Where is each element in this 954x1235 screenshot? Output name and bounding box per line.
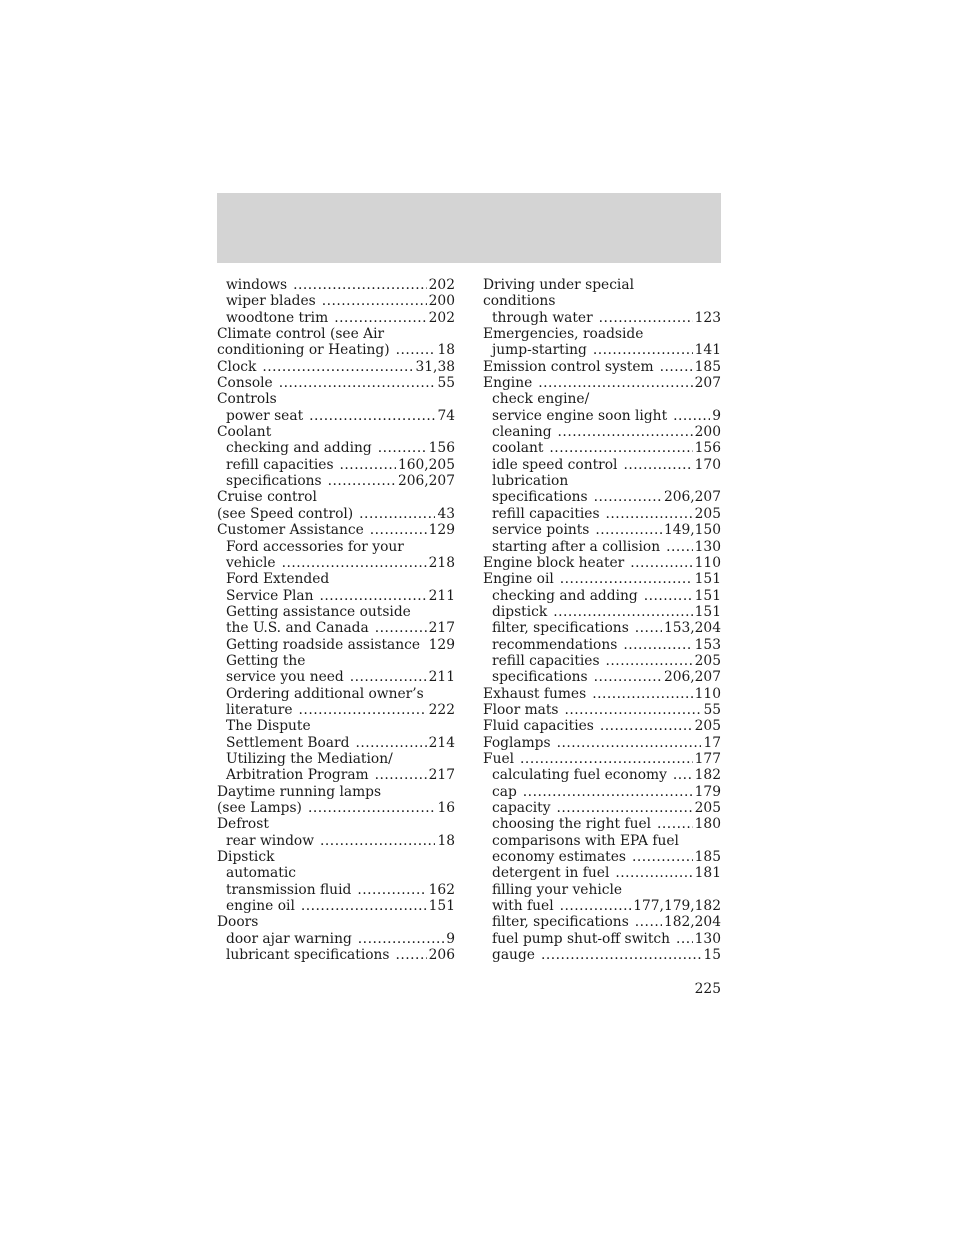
index-entry bbox=[483, 539, 721, 555]
index-entry bbox=[483, 947, 721, 963]
index-entry-page: 162 bbox=[428, 881, 455, 898]
index-entry-text: vehicle bbox=[226, 554, 276, 571]
index-entry-page: 181 bbox=[694, 865, 721, 882]
index-entry-page: 217 bbox=[428, 767, 455, 784]
dot-leader bbox=[632, 849, 693, 865]
dot-leader bbox=[328, 473, 396, 489]
dot-leader bbox=[623, 637, 692, 653]
index-entry bbox=[217, 686, 455, 702]
index-entry bbox=[483, 914, 721, 930]
index-entry bbox=[217, 718, 455, 734]
index-entry bbox=[483, 865, 721, 881]
index-entry bbox=[217, 310, 455, 326]
index-entry bbox=[483, 898, 721, 914]
index-entry bbox=[217, 522, 455, 538]
index-entry-page: 218 bbox=[428, 554, 455, 571]
index-entry-text: starting after a collision bbox=[492, 538, 661, 555]
index-entry bbox=[483, 506, 721, 522]
index-entry bbox=[483, 310, 721, 326]
index-entry-text: Floor mats bbox=[483, 701, 559, 718]
index-entry-page: 206 bbox=[428, 947, 455, 964]
index-entry-text: Ford Extended bbox=[226, 571, 330, 588]
index-entry bbox=[217, 637, 455, 653]
index-entry bbox=[483, 653, 721, 669]
index-entry-text: Driving under special bbox=[483, 277, 634, 293]
index-entry bbox=[483, 637, 721, 653]
dot-leader bbox=[553, 604, 692, 620]
dot-leader bbox=[308, 800, 435, 816]
index-entry bbox=[483, 833, 721, 849]
dot-leader bbox=[592, 686, 692, 702]
index-entry bbox=[217, 816, 455, 832]
index-entry-page: 9 bbox=[446, 930, 455, 947]
index-entry-text: conditions bbox=[483, 293, 556, 310]
index-entry-text: service you need bbox=[226, 669, 344, 686]
index-entry-text: The Dispute bbox=[226, 718, 311, 735]
index-entry-text: cleaning bbox=[492, 424, 552, 441]
index-entry-text: Defrost bbox=[217, 816, 269, 833]
index-entry bbox=[217, 326, 455, 342]
index-entry-page: 200 bbox=[428, 293, 455, 310]
dot-leader bbox=[375, 620, 427, 636]
index-entry-text: through water bbox=[492, 309, 593, 326]
index-entry bbox=[483, 882, 721, 898]
index-entry-text: specifications bbox=[226, 473, 322, 490]
index-entry-text: literature bbox=[226, 701, 293, 718]
index-entry bbox=[217, 342, 455, 358]
index-entry-text: Customer Assistance bbox=[217, 522, 364, 539]
index-entry bbox=[217, 440, 455, 456]
index-entry-text: refill capacities bbox=[492, 652, 600, 669]
index-entry-page: 214 bbox=[428, 734, 455, 751]
index-entry-text: Getting assistance outside bbox=[226, 603, 411, 620]
dot-leader bbox=[355, 735, 426, 751]
index-entry bbox=[483, 767, 721, 783]
index-entry-text: lubricant specifications bbox=[226, 947, 390, 964]
index-entry-text: filter, specifications bbox=[492, 914, 629, 931]
index-entry-text: Foglamps bbox=[483, 734, 551, 751]
index-entry bbox=[217, 293, 455, 309]
dot-leader bbox=[635, 914, 662, 930]
index-entry-page: 123 bbox=[694, 309, 721, 326]
index-entry bbox=[217, 784, 455, 800]
index-entry-text: calculating fuel economy bbox=[492, 767, 667, 784]
index-entry bbox=[217, 849, 455, 865]
index-entry-page: 156 bbox=[694, 440, 721, 457]
dot-leader bbox=[320, 833, 435, 849]
index-entry-text: (see Lamps) bbox=[217, 800, 302, 816]
index-entry bbox=[483, 702, 721, 718]
index-entry bbox=[483, 735, 721, 751]
index-entry-page: 205 bbox=[694, 718, 721, 735]
index-entry-text: economy estimates bbox=[492, 849, 626, 866]
dot-leader bbox=[549, 440, 692, 456]
dot-leader bbox=[630, 555, 692, 571]
index-column-left bbox=[217, 277, 455, 963]
dot-leader bbox=[375, 767, 427, 783]
index-entry bbox=[483, 277, 721, 293]
index-entry bbox=[483, 408, 721, 424]
index-entry-text: Service Plan bbox=[226, 587, 314, 604]
index-entry bbox=[217, 914, 455, 930]
dot-leader bbox=[660, 359, 693, 375]
index-entry-page: 211 bbox=[428, 669, 455, 686]
index-entry bbox=[217, 489, 455, 505]
dot-leader bbox=[396, 947, 427, 963]
index-entry-text: Engine block heater bbox=[483, 554, 625, 571]
index-entry-text: Exhaust fumes bbox=[483, 685, 587, 702]
index-entry-text: service engine soon light bbox=[492, 407, 668, 424]
index-entry-page: 205 bbox=[694, 800, 721, 816]
index-entry bbox=[217, 898, 455, 914]
index-entry-text: power seat bbox=[226, 407, 304, 424]
index-entry-page: 15 bbox=[703, 947, 721, 964]
index-entry-text: door ajar warning bbox=[226, 930, 352, 947]
index-entry bbox=[483, 522, 721, 538]
dot-leader bbox=[301, 898, 427, 914]
dot-leader bbox=[262, 359, 413, 375]
index-entry-text: with fuel bbox=[492, 898, 554, 915]
index-entry-page: 206,207 bbox=[663, 489, 721, 506]
dot-leader bbox=[600, 718, 693, 734]
index-entry bbox=[483, 784, 721, 800]
index-entry-page: 185 bbox=[694, 358, 721, 375]
index-entry-page: 205 bbox=[694, 652, 721, 669]
index-entry-page: 211 bbox=[428, 587, 455, 604]
index-entry-page: 55 bbox=[437, 375, 455, 392]
index-entry bbox=[217, 375, 455, 391]
index-entry bbox=[483, 391, 721, 407]
index-entry-page: 207 bbox=[694, 375, 721, 392]
index-entry-text: conditioning or Heating) bbox=[217, 342, 390, 359]
index-entry-page: 129 bbox=[428, 522, 455, 539]
index-entry bbox=[483, 571, 721, 587]
index-entry-text: idle speed control bbox=[492, 456, 618, 473]
index-entry-page: 180 bbox=[694, 816, 721, 833]
dot-leader bbox=[606, 506, 693, 522]
dot-leader bbox=[520, 751, 693, 767]
index-entry bbox=[217, 947, 455, 963]
index-entry-text: filling your vehicle bbox=[492, 881, 623, 898]
index-entry bbox=[217, 424, 455, 440]
index-entry-text: Emergencies, roadside bbox=[483, 326, 644, 343]
dot-leader bbox=[644, 588, 693, 604]
dot-leader bbox=[426, 637, 427, 653]
index-entry-text: rear window bbox=[226, 832, 315, 849]
index-entry bbox=[217, 277, 455, 293]
index-entry-page: 185 bbox=[694, 849, 721, 866]
index-entry bbox=[483, 669, 721, 685]
dot-leader bbox=[657, 816, 693, 832]
index-entry-text: Getting roadside assistance bbox=[226, 636, 421, 653]
index-entry bbox=[217, 735, 455, 751]
index-entry bbox=[217, 473, 455, 489]
index-entry bbox=[483, 440, 721, 456]
index-entry-page: 16 bbox=[437, 800, 455, 816]
index-entry bbox=[217, 604, 455, 620]
index-entry-text: service points bbox=[492, 522, 590, 539]
index-entry-text: Cruise control bbox=[217, 489, 317, 506]
index-entry bbox=[217, 391, 455, 407]
index-entry bbox=[217, 408, 455, 424]
index-entry-text: Settlement Board bbox=[226, 734, 350, 751]
dot-leader bbox=[299, 702, 427, 718]
dot-leader bbox=[358, 931, 444, 947]
page-number: 225 bbox=[694, 981, 721, 997]
dot-leader bbox=[676, 931, 693, 947]
dot-leader bbox=[565, 702, 702, 718]
index-entry-page: 151 bbox=[694, 603, 721, 620]
dot-leader bbox=[293, 277, 427, 293]
index-entry-page: 31,38 bbox=[415, 358, 455, 375]
index-entry bbox=[483, 800, 721, 816]
index-entry-page: 18 bbox=[437, 342, 455, 359]
dot-leader bbox=[594, 489, 662, 505]
index-entry-text: coolant bbox=[492, 440, 544, 457]
index-entry bbox=[217, 588, 455, 604]
index-entry-text: comparisons with EPA fuel bbox=[492, 832, 679, 849]
dot-leader bbox=[357, 882, 426, 898]
index-entry-page: 149,150 bbox=[663, 522, 721, 539]
index-entry-page: 110 bbox=[694, 685, 721, 702]
index-entry bbox=[217, 702, 455, 718]
dot-leader bbox=[370, 522, 427, 538]
index-entry-page: 110 bbox=[694, 554, 721, 571]
index-entry-text: Dipstick bbox=[217, 849, 275, 866]
dot-leader bbox=[334, 310, 426, 326]
index-entry-page: 202 bbox=[428, 309, 455, 326]
dot-leader bbox=[279, 375, 436, 391]
index-entry bbox=[217, 571, 455, 587]
index-entry bbox=[483, 375, 721, 391]
index-entry-page: 18 bbox=[437, 832, 455, 849]
dot-leader bbox=[340, 457, 396, 473]
index-entry-text: automatic bbox=[226, 865, 296, 882]
index-entry bbox=[217, 653, 455, 669]
index-entry-text: Engine bbox=[483, 375, 533, 392]
index-entry-text: Console bbox=[217, 375, 273, 392]
index-entry bbox=[217, 555, 455, 571]
index-entry-page: 9 bbox=[712, 407, 721, 424]
index-entry bbox=[483, 718, 721, 734]
index-entry-page: 43 bbox=[437, 505, 455, 522]
index-entry bbox=[483, 588, 721, 604]
index-entry-text: lubrication bbox=[492, 473, 569, 490]
dot-leader bbox=[322, 293, 427, 309]
index-entry-text: engine oil bbox=[226, 898, 295, 915]
index-entry bbox=[217, 800, 455, 816]
index-entry-page: 177,179,182 bbox=[633, 898, 721, 915]
index-entry-page: 74 bbox=[437, 407, 455, 424]
dot-leader bbox=[320, 588, 427, 604]
index-entry bbox=[483, 293, 721, 309]
index-entry-page: 206,207 bbox=[397, 473, 455, 490]
index-entry bbox=[217, 931, 455, 947]
index-entry-page: 151 bbox=[694, 571, 721, 588]
index-entry-text: Doors bbox=[217, 914, 259, 931]
dot-leader bbox=[359, 506, 435, 522]
index-entry-text: Ordering additional owner’s bbox=[226, 685, 424, 702]
index-entry-text: recommendations bbox=[492, 636, 618, 653]
index-entry-page: 17 bbox=[703, 734, 721, 751]
index-entry bbox=[483, 326, 721, 342]
dot-leader bbox=[538, 375, 692, 391]
index-entry-text: transmission fluid bbox=[226, 881, 352, 898]
index-entry-text: Ford accessories for your bbox=[226, 538, 404, 555]
index-entry-page: 170 bbox=[694, 456, 721, 473]
index-entry bbox=[217, 751, 455, 767]
index-entry bbox=[483, 489, 721, 505]
index-entry-page: 129 bbox=[428, 636, 455, 653]
index-entry-text: refill capacities bbox=[492, 505, 600, 522]
index-entry-text: woodtone trim bbox=[226, 309, 329, 326]
index-entry-text: Engine oil bbox=[483, 571, 554, 588]
dot-leader bbox=[557, 800, 693, 816]
dot-leader bbox=[593, 342, 693, 358]
index-entry-page: 156 bbox=[428, 440, 455, 457]
index-entry-text: Clock bbox=[217, 358, 257, 375]
index-entry bbox=[483, 473, 721, 489]
index-entry-text: Fluid capacities bbox=[483, 718, 594, 735]
dot-leader bbox=[623, 457, 692, 473]
index-entry-text: Controls bbox=[217, 391, 277, 408]
index-entry-page: 206,207 bbox=[663, 669, 721, 686]
index-entry-text: filter, specifications bbox=[492, 620, 629, 637]
index-entry-text: Arbitration Program bbox=[226, 767, 369, 784]
index-entry-text: detergent in fuel bbox=[492, 865, 610, 882]
index-entry-page: 160,205 bbox=[397, 456, 455, 473]
index-entry bbox=[217, 620, 455, 636]
index-entry-page: 217 bbox=[428, 620, 455, 637]
index-entry bbox=[483, 604, 721, 620]
dot-leader bbox=[378, 440, 427, 456]
index-entry bbox=[217, 359, 455, 375]
index-entry bbox=[483, 342, 721, 358]
index-entry bbox=[217, 865, 455, 881]
index-entry bbox=[217, 539, 455, 555]
index-entry-page: 179 bbox=[694, 783, 721, 800]
index-entry-text: gauge bbox=[492, 947, 535, 964]
dot-leader bbox=[309, 408, 435, 424]
index-entry-text: windows bbox=[226, 277, 288, 293]
index-entry-page: 130 bbox=[694, 930, 721, 947]
dot-leader bbox=[666, 539, 693, 555]
index-entry-page: 153 bbox=[694, 636, 721, 653]
index-entry-text: specifications bbox=[492, 489, 588, 506]
index-entry bbox=[483, 424, 721, 440]
dot-leader bbox=[560, 898, 632, 914]
index-entry bbox=[217, 506, 455, 522]
index-entry-text: Daytime running lamps bbox=[217, 783, 382, 800]
index-entry-page: 200 bbox=[694, 424, 721, 441]
index-entry bbox=[483, 931, 721, 947]
index-entry-page: 55 bbox=[703, 701, 721, 718]
dot-leader bbox=[635, 620, 662, 636]
index-entry-text: specifications bbox=[492, 669, 588, 686]
dot-leader bbox=[541, 947, 701, 963]
index-entry-text: check engine/ bbox=[492, 391, 590, 408]
dot-leader bbox=[560, 571, 693, 587]
index-entry-text: choosing the right fuel bbox=[492, 816, 652, 833]
index-entry-page: 205 bbox=[694, 505, 721, 522]
dot-leader bbox=[350, 669, 427, 685]
index-entry-text: refill capacities bbox=[226, 456, 334, 473]
index-entry-page: 141 bbox=[694, 342, 721, 359]
dot-leader bbox=[615, 865, 692, 881]
index-entry-text: checking and adding bbox=[492, 587, 638, 604]
index-entry-page: 222 bbox=[428, 701, 455, 718]
index-entry-page: 182,204 bbox=[663, 914, 721, 931]
index-entry-text: the U.S. and Canada bbox=[226, 620, 369, 637]
index-entry bbox=[483, 457, 721, 473]
index-entry bbox=[483, 849, 721, 865]
index-entry-text: capacity bbox=[492, 800, 551, 816]
dot-leader bbox=[523, 784, 693, 800]
dot-leader bbox=[673, 767, 693, 783]
index-entry bbox=[217, 457, 455, 473]
index-entry-page: 151 bbox=[428, 898, 455, 915]
index-column-right bbox=[483, 277, 721, 963]
index-entry-page: 151 bbox=[694, 587, 721, 604]
index-entry bbox=[217, 833, 455, 849]
index-entry-text: Fuel bbox=[483, 750, 515, 767]
index-entry-text: jump-starting bbox=[492, 342, 587, 359]
index-entry-text: wiper blades bbox=[226, 293, 316, 310]
index-entry-text: cap bbox=[492, 783, 517, 800]
dot-leader bbox=[673, 408, 710, 424]
index-entry bbox=[483, 359, 721, 375]
index-entry bbox=[217, 882, 455, 898]
dot-leader bbox=[282, 555, 427, 571]
index-entry bbox=[483, 751, 721, 767]
index-entry-page: 202 bbox=[428, 277, 455, 293]
index-entry-text: Getting the bbox=[226, 652, 306, 669]
dot-leader bbox=[396, 342, 436, 358]
index-entry-page: 153,204 bbox=[663, 620, 721, 637]
index-entry bbox=[483, 555, 721, 571]
index-entry-text: Utilizing the Mediation/ bbox=[226, 750, 393, 767]
index-entry bbox=[483, 620, 721, 636]
index-entry-page: 130 bbox=[694, 538, 721, 555]
index-entry-text: dipstick bbox=[492, 603, 548, 620]
index-entry-text: Emission control system bbox=[483, 358, 654, 375]
index-entry bbox=[217, 767, 455, 783]
dot-leader bbox=[557, 735, 702, 751]
dot-leader bbox=[599, 310, 693, 326]
index-entry-text: fuel pump shut-off switch bbox=[492, 930, 670, 947]
index-entry-text: checking and adding bbox=[226, 440, 372, 457]
header-banner bbox=[217, 193, 721, 263]
index-entry-page: 182 bbox=[694, 767, 721, 784]
index-entry-page: 177 bbox=[694, 750, 721, 767]
dot-leader bbox=[595, 522, 662, 538]
index-entry-text: (see Speed control) bbox=[217, 505, 354, 522]
index-entry-text: Coolant bbox=[217, 424, 272, 441]
index-entry bbox=[483, 686, 721, 702]
index-entry bbox=[217, 669, 455, 685]
dot-leader bbox=[558, 424, 693, 440]
dot-leader bbox=[594, 669, 662, 685]
dot-leader bbox=[606, 653, 693, 669]
index-entry bbox=[483, 816, 721, 832]
index-entry-text: Climate control (see Air bbox=[217, 326, 385, 343]
